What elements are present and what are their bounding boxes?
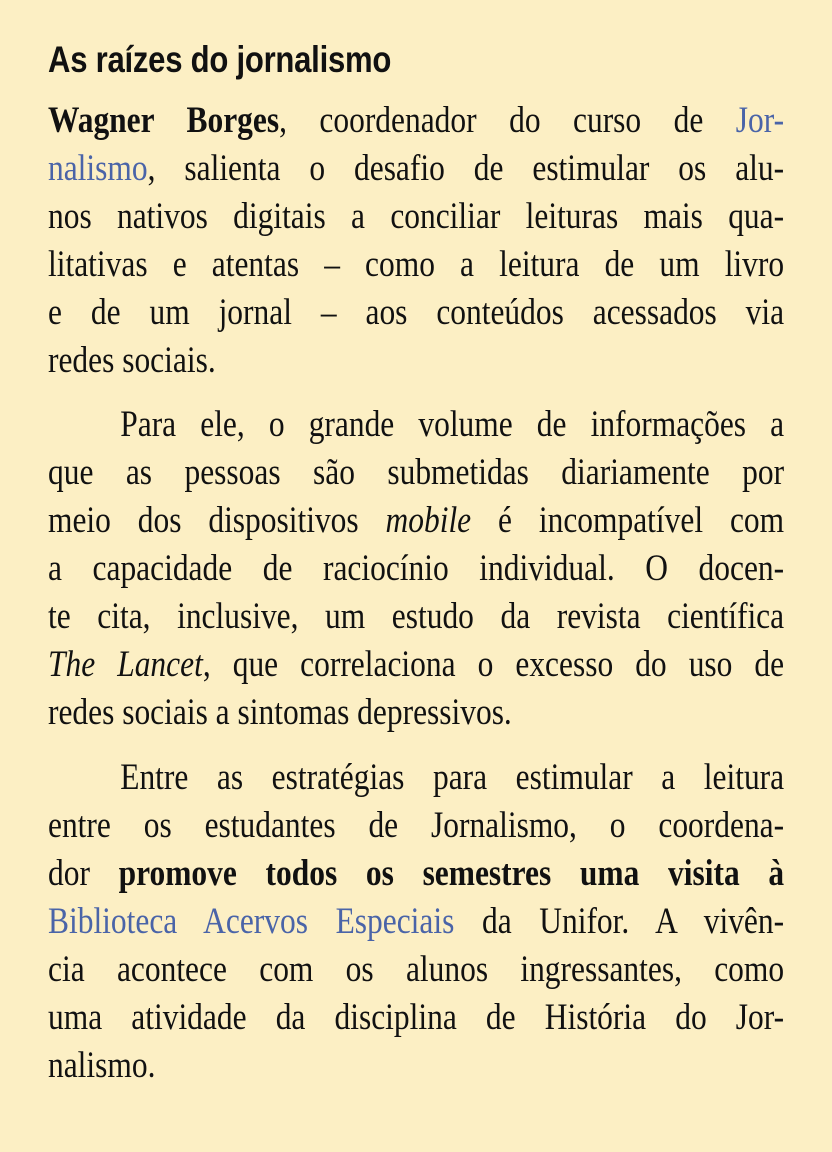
text-line	[48, 946, 784, 994]
italic-text: The Lancet	[48, 644, 203, 685]
text-segment: uma atividade da disciplina de História do Jor-	[48, 997, 785, 1038]
text-segment: , salienta o desafio de estimular os alu-	[147, 148, 785, 189]
text-segment: que as pessoas são submetidas diariamente por	[48, 452, 785, 493]
text-segment: meio dos dispositivos	[48, 500, 386, 541]
paragraph-3	[48, 754, 784, 1090]
text-segment: entre os estudantes de Jornalismo, o coordena-	[48, 805, 785, 846]
paragraph-2	[48, 401, 784, 737]
text-segment: da Unifor. A vivên-	[454, 901, 785, 942]
text-line	[48, 337, 784, 385]
text-segment: , coordenador do curso de	[279, 100, 736, 141]
text-line	[48, 898, 784, 946]
paragraph-1	[48, 97, 784, 385]
text-line	[48, 689, 784, 737]
text-segment: , que correlaciona o excesso do uso de	[202, 644, 785, 685]
text-line	[48, 593, 784, 641]
text-segment: dor	[48, 853, 119, 894]
text-line	[48, 497, 784, 545]
text-segment: redes sociais a sintomas depressivos.	[48, 692, 512, 733]
text-segment: redes sociais.	[48, 340, 216, 381]
text-line	[48, 449, 784, 497]
text-segment: nos nativos digitais a conciliar leituras mais qua-	[48, 196, 785, 237]
text-segment: nalismo.	[48, 1045, 156, 1086]
text-line	[48, 241, 784, 289]
text-line	[48, 97, 784, 145]
text-segment: cia acontece com os alunos ingressantes, como	[48, 949, 785, 990]
text-line	[48, 145, 784, 193]
text-line	[48, 754, 784, 802]
text-line	[48, 289, 784, 337]
link-text[interactable]: Biblioteca Acervos Especiais	[48, 901, 455, 942]
text-segment: e de um jornal – aos conteúdos acessados via	[48, 292, 785, 333]
text-line	[48, 850, 784, 898]
text-segment: te cita, inclusive, um estudo da revista científica	[48, 596, 785, 637]
link-text[interactable]: Jor-	[735, 100, 785, 141]
text-line	[48, 802, 784, 850]
text-segment: Entre as estratégias para estimular a leitura	[120, 757, 785, 798]
text-segment: Para ele, o grande volume de informações a	[120, 404, 785, 445]
text-line	[48, 641, 784, 689]
text-line	[48, 193, 784, 241]
text-line	[48, 1042, 784, 1090]
link-text[interactable]: nalismo	[48, 148, 148, 189]
text-line	[48, 994, 784, 1042]
bold-text: Wagner Borges	[48, 100, 280, 141]
bold-text: promove todos os semestres uma visita à	[118, 853, 785, 894]
italic-text: mobile	[385, 500, 472, 541]
article-title: As raízes do jornalismo	[48, 39, 392, 80]
text-line	[48, 401, 784, 449]
text-line	[48, 545, 784, 593]
text-segment: litativas e atentas – como a leitura de um livro	[48, 244, 785, 285]
text-segment: a capacidade de raciocínio individual. O docen-	[48, 548, 785, 589]
text-segment: é incompatível com	[471, 500, 785, 541]
